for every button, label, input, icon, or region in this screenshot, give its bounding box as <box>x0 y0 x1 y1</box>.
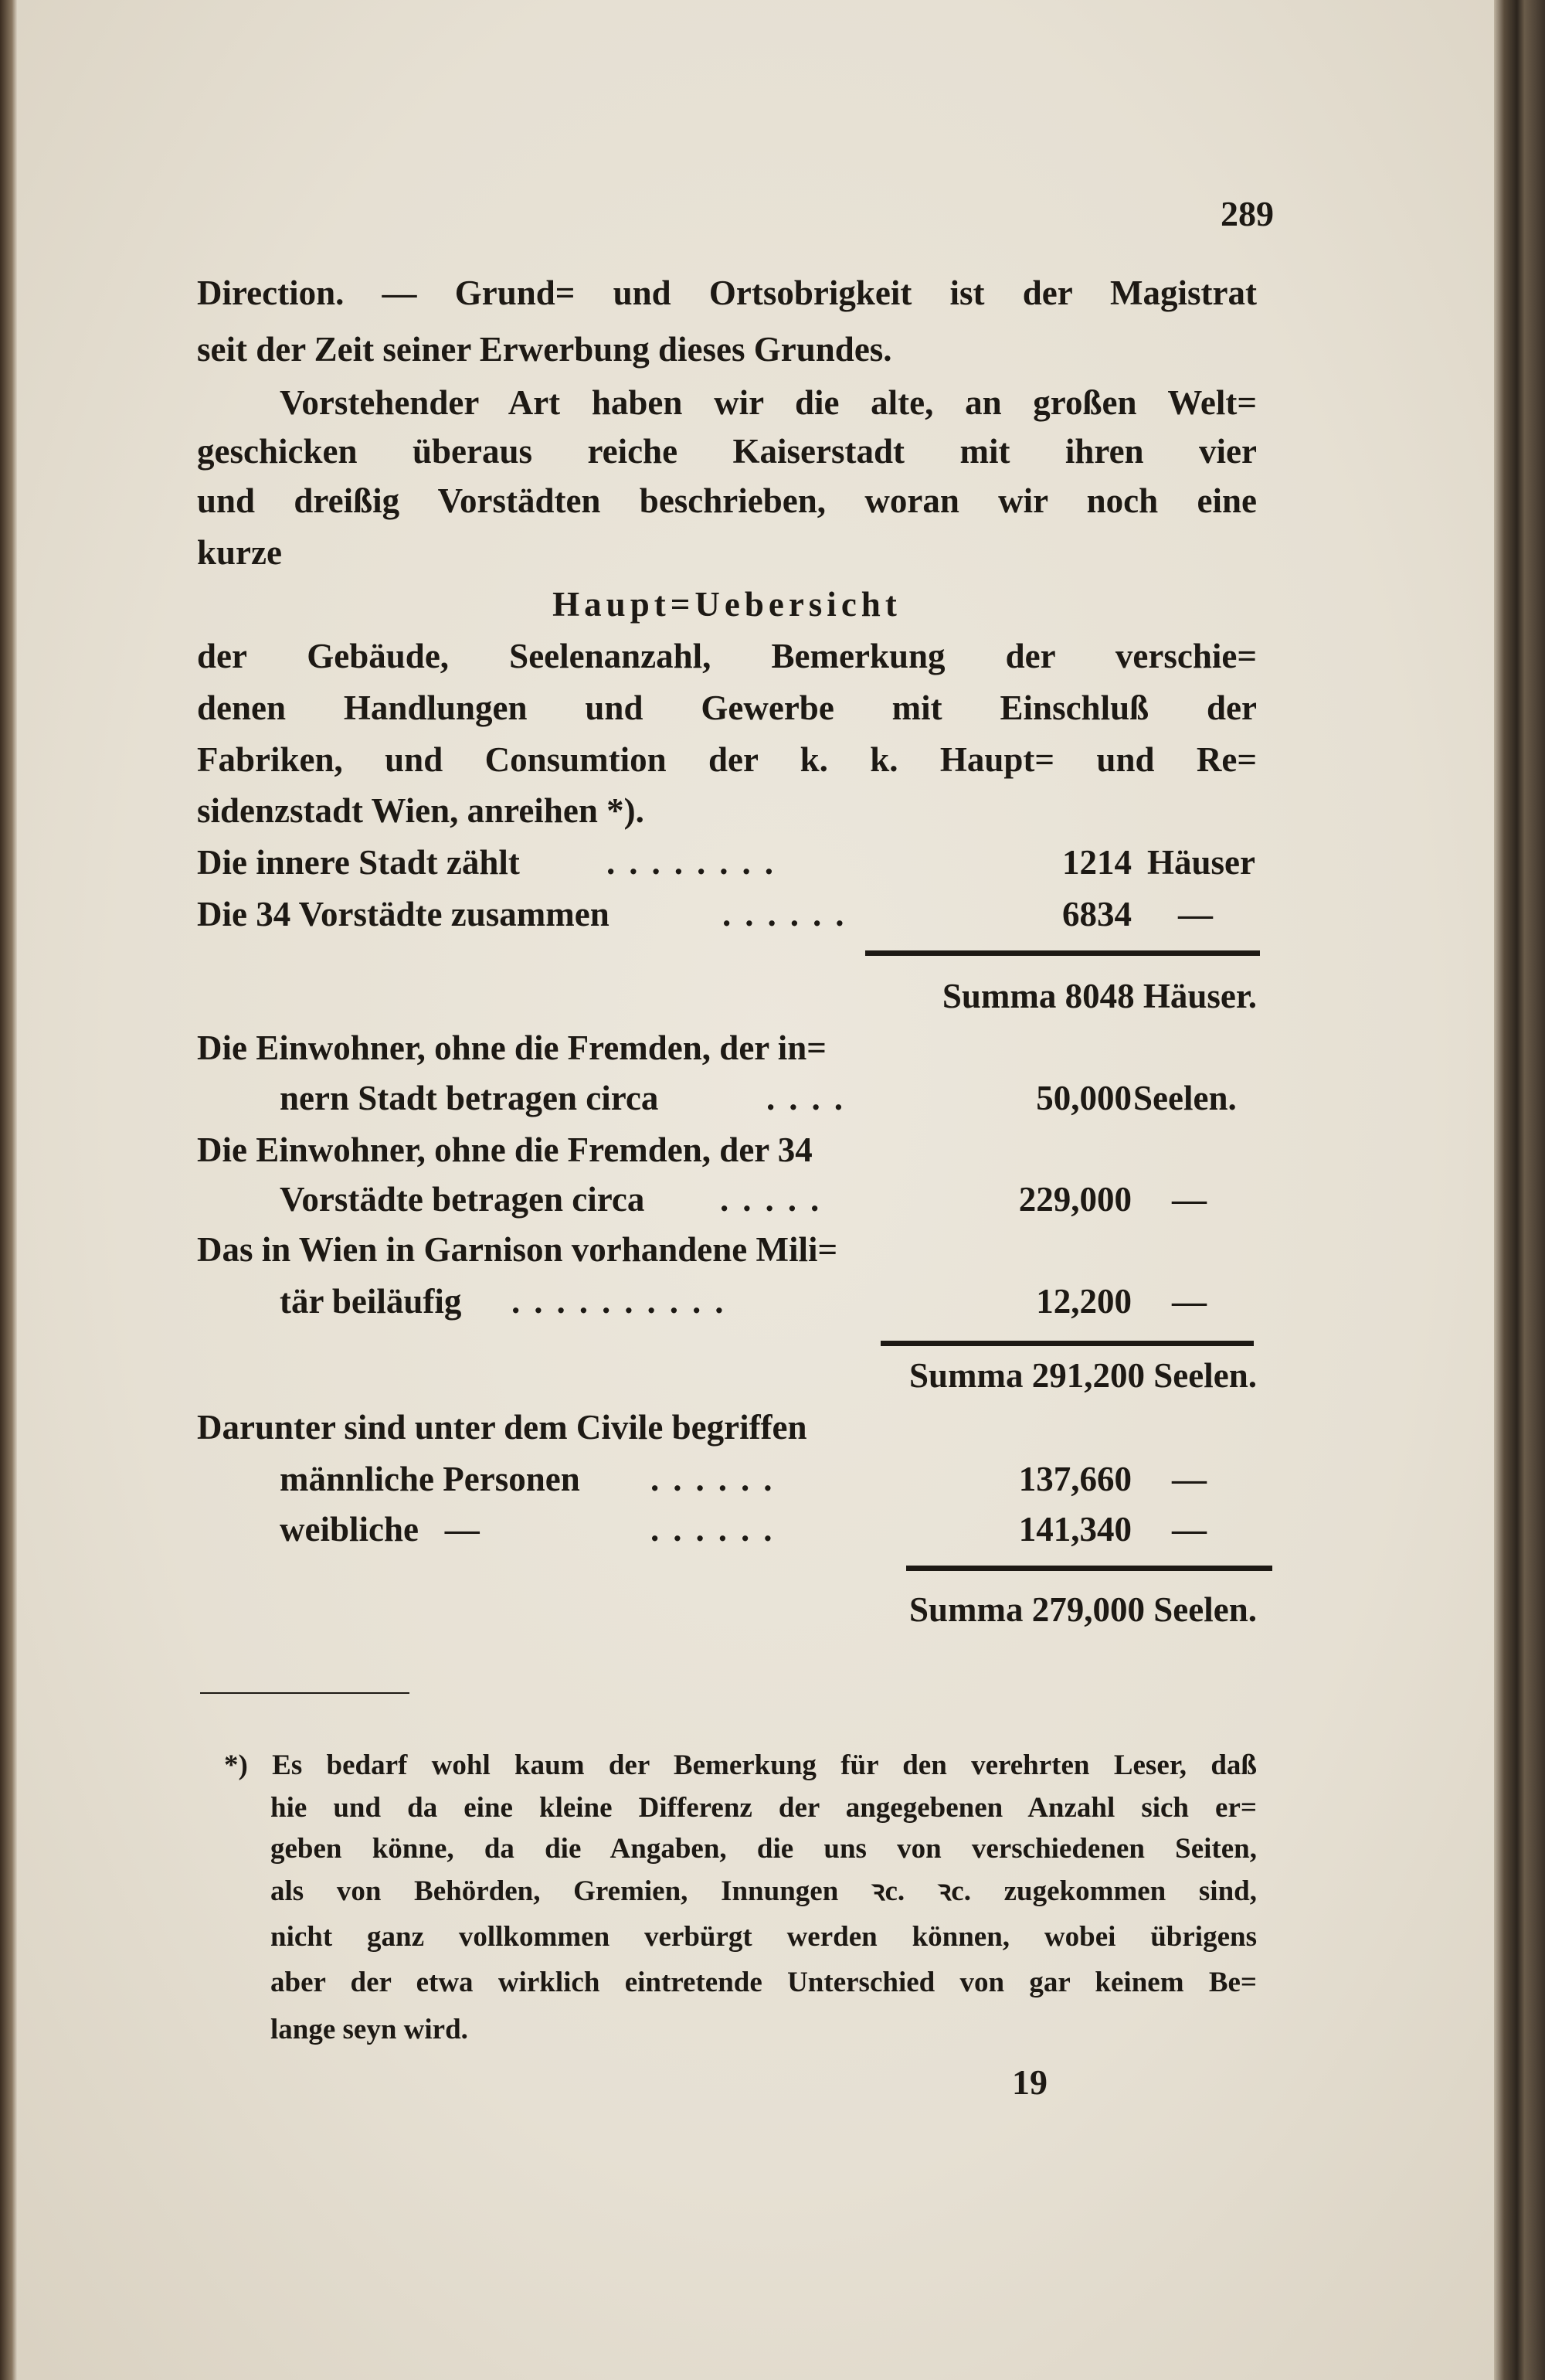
row-label: weibliche — <box>280 1510 480 1549</box>
row-value: 1214 <box>1062 843 1132 882</box>
row-label: Vorstädte betragen circa <box>280 1180 645 1219</box>
footnote-line: *) Es bedarf wohl kaum der Bemerkung für den verehrten Leser, daß <box>224 1749 1257 1781</box>
subheading-line: Fabriken, und Consumtion der k. k. Haupt= und Re= <box>197 740 1257 779</box>
table-row <box>197 891 1278 937</box>
sum-rule <box>865 950 1260 956</box>
sum-line: Summa 291,200 Seelen. <box>909 1356 1257 1395</box>
text-line: Vorstehender Art haben wir die alte, an großen Welt= <box>280 383 1257 422</box>
table-row <box>280 1506 1361 1552</box>
table-row <box>280 1278 1361 1324</box>
footnote-line: lange seyn wird. <box>270 2014 468 2045</box>
row-unit: — <box>1172 1460 1207 1498</box>
text-line: kurze <box>197 533 282 572</box>
sum-rule <box>906 1566 1272 1571</box>
footnote-line: nicht ganz vollkommen verbürgt werden können, wobei übrigens <box>270 1921 1257 1953</box>
table-row <box>280 1456 1361 1502</box>
subheading-line: sidenzstadt Wien, anreihen *). <box>197 791 644 830</box>
row-unit: — <box>1172 1180 1207 1219</box>
row-label: tär beiläufig <box>280 1282 462 1321</box>
footnote-line: aber der etwa wirklich eintretende Unterschied von gar keinem Be= <box>270 1967 1257 1998</box>
row-label: nern Stadt betragen circa <box>280 1079 659 1117</box>
leader-dots: .... <box>766 1079 857 1117</box>
leader-dots: ...... <box>650 1460 786 1498</box>
row-unit: Seelen. <box>1133 1079 1237 1117</box>
row-value: 229,000 <box>1018 1180 1132 1219</box>
text-line: geschicken überaus reiche Kaiserstadt mit ihren vier <box>197 432 1257 471</box>
row-value: 12,200 <box>1036 1282 1132 1321</box>
page-number: 289 <box>1221 194 1274 233</box>
text-line: Direction. — Grund= und Ortsobrigkeit ist der Magistrat <box>197 274 1257 312</box>
sum-rule <box>881 1341 1254 1346</box>
table-row <box>280 1075 1361 1121</box>
row-unit: — <box>1172 1510 1207 1549</box>
row-label: Das in Wien in Garnison vorhandene Mili= <box>197 1230 838 1269</box>
section-heading: Haupt=Uebersicht <box>552 585 902 624</box>
text-line: Darunter sind unter dem Civile begriffen <box>197 1408 807 1447</box>
subheading-line: denen Handlungen und Gewerbe mit Einschluß der <box>197 688 1257 727</box>
row-value: 141,340 <box>1018 1510 1132 1549</box>
text-line: und dreißig Vorstädten beschrieben, woran wir noch eine <box>197 481 1257 520</box>
row-label: männliche Personen <box>280 1460 580 1498</box>
row-label: Die Einwohner, ohne die Fremden, der in= <box>197 1028 827 1067</box>
footnote-line: geben könne, da die Angaben, die uns von verschiedenen Seiten, <box>270 1833 1257 1865</box>
table-row <box>280 1176 1361 1222</box>
table-row <box>197 839 1278 886</box>
row-unit: — <box>1172 1282 1207 1321</box>
row-label: Die 34 Vorstädte zusammen <box>197 895 610 933</box>
row-value: 50,000 <box>1036 1079 1132 1117</box>
row-value: 6834 <box>1062 895 1132 933</box>
row-label: Die innere Stadt zählt <box>197 843 520 882</box>
row-unit: — <box>1178 895 1213 933</box>
row-label: Die Einwohner, ohne die Fremden, der 34 <box>197 1130 813 1169</box>
text-line: seit der Zeit seiner Erwerbung dieses Grundes. <box>197 330 892 369</box>
leader-dots: .......... <box>511 1282 738 1321</box>
subheading-line: der Gebäude, Seelenanzahl, Bemerkung der verschie= <box>197 637 1257 675</box>
row-unit: Häuser <box>1147 843 1255 882</box>
footnote-line: als von Behörden, Gremien, Innungen ꝛc. ꝛc. zugekommen sind, <box>270 1875 1257 1907</box>
footnote-rule <box>200 1692 409 1694</box>
footnote-line: hie und da eine kleine Differenz der angegebenen Anzahl sich er= <box>270 1792 1257 1824</box>
row-value: 137,660 <box>1018 1460 1132 1498</box>
sum-line: Summa 279,000 Seelen. <box>909 1590 1257 1629</box>
leader-dots: ........ <box>606 843 787 882</box>
book-binding-edge <box>0 0 17 2380</box>
leader-dots: ...... <box>722 895 858 933</box>
signature-mark: 19 <box>1012 2062 1048 2102</box>
page-fore-edge <box>1494 0 1545 2380</box>
leader-dots: ...... <box>650 1510 786 1549</box>
sum-line: Summa 8048 Häuser. <box>942 977 1257 1015</box>
leader-dots: ..... <box>720 1180 834 1219</box>
